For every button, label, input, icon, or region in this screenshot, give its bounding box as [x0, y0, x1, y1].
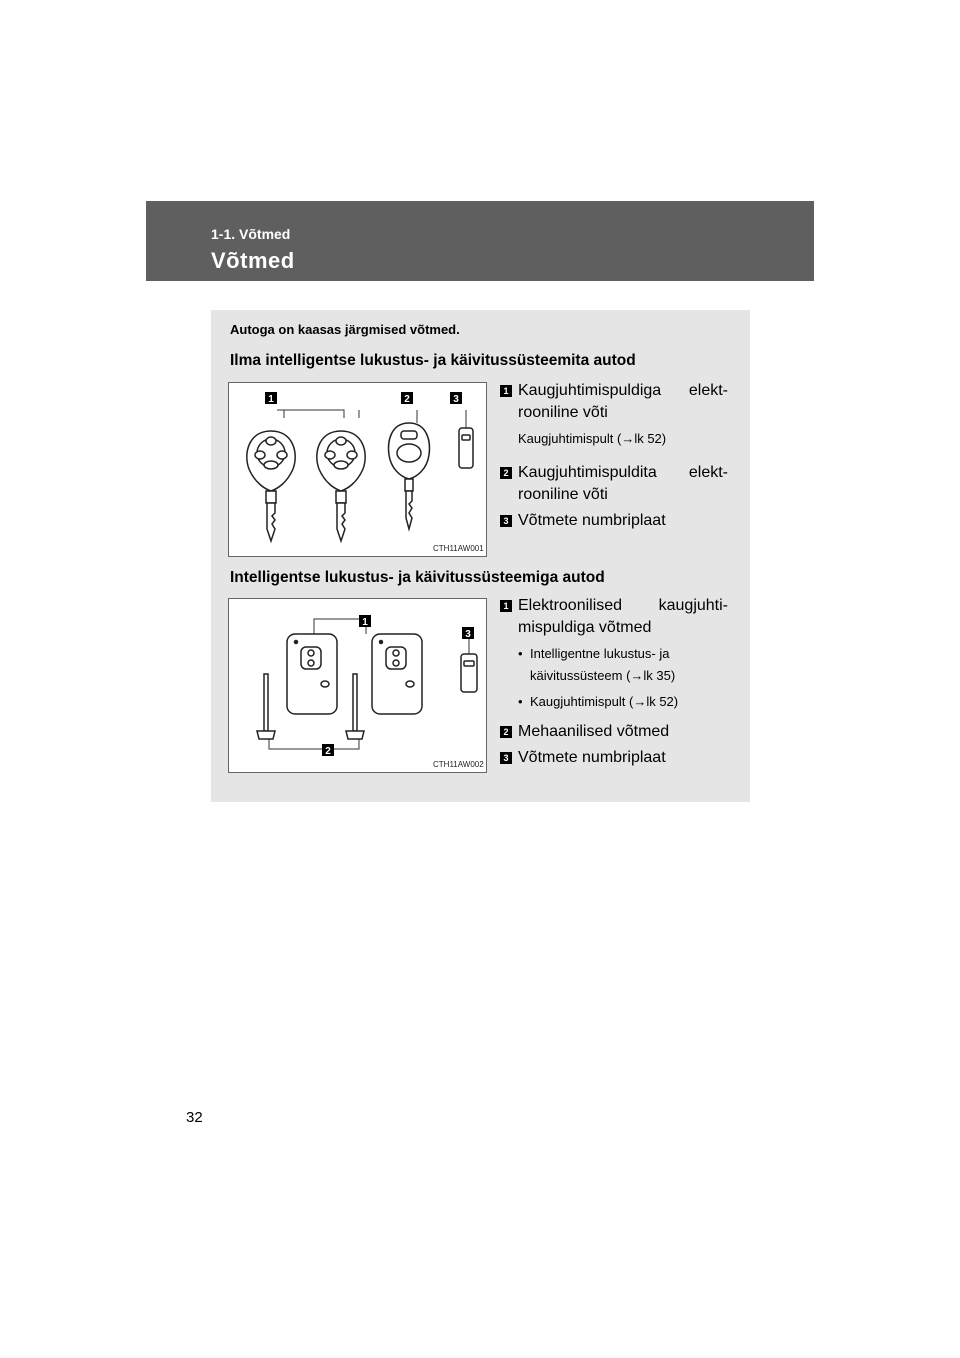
svg-text:3: 3 [453, 394, 459, 405]
key-number-plate-icon [459, 428, 473, 468]
svg-text:1: 1 [362, 617, 368, 628]
figure-code: CTH11AW001 [433, 544, 484, 553]
section-heading-1: Ilma intelligentse lukustus- ja käivitussüsteemita autod [230, 352, 636, 369]
item-number-icon: 2 [500, 726, 512, 738]
callout-1-icon [359, 615, 371, 628]
key-icon [389, 423, 430, 529]
bullet-item: • Intelligentne lukustus- ja käivitussüsteem (→lk 35) [518, 646, 676, 683]
callout-2-icon [401, 392, 413, 405]
callout-2-icon [322, 744, 334, 757]
item-number-icon: 3 [500, 752, 512, 764]
item-list-1 [500, 380, 728, 532]
figure-code: CTH11AW002 [433, 760, 484, 769]
item-number-icon: 1 [500, 385, 512, 397]
page-number: 32 [186, 1109, 203, 1126]
page-title: Võtmed [211, 248, 295, 273]
remote-key-icon [247, 431, 295, 541]
svg-text:3: 3 [465, 629, 471, 640]
list-item [500, 510, 728, 532]
svg-text:1: 1 [268, 394, 274, 405]
intro-text: Autoga on kaasas järgmised võtmed. [230, 322, 460, 337]
item-text: Kaugjuhtimispuldiga elekt-rooniline võti [518, 382, 728, 421]
smart-key-icon [372, 634, 422, 714]
list-item [500, 721, 728, 743]
section-label: 1-1. Võtmed [211, 226, 291, 242]
bullet-text: Intelligentne lukustus- ja käivitussüsteem (→lk 35) [530, 646, 676, 683]
section-header-bar [146, 201, 814, 281]
item-text: Elektroonilised kaugjuhti-mispuldiga võtmed [518, 597, 728, 636]
list-item [500, 747, 728, 769]
item-text: Võtmete numbriplaat [518, 749, 666, 766]
item-text: Võtmete numbriplaat [518, 512, 666, 529]
item-number-icon: 3 [500, 515, 512, 527]
item-number-icon: 1 [500, 600, 512, 612]
content-panel [211, 310, 750, 802]
keys-figure-2 [228, 598, 487, 773]
list-item [500, 380, 728, 424]
item-note: Kaugjuhtimispult (→lk 52) [518, 431, 667, 446]
callout-1-icon [265, 392, 277, 405]
keys-figure-1 [228, 382, 487, 557]
callout-3-icon [450, 392, 462, 405]
bullet-item: • Kaugjuhtimispult (→lk 52) [518, 694, 679, 709]
svg-text:2: 2 [404, 394, 410, 405]
item-list-2 [500, 595, 728, 769]
item-text: Kaugjuhtimispuldita elekt-rooniline võti [518, 464, 728, 503]
list-item [500, 462, 728, 506]
mechanical-key-icon [257, 674, 275, 739]
callout-3-icon [462, 627, 474, 640]
section-heading-2: Intelligentse lukustus- ja käivitussüsteemiga autod [230, 569, 605, 586]
item-text: Mehaanilised võtmed [518, 723, 670, 740]
bullet-text: Kaugjuhtimispult (→lk 52) [530, 694, 679, 709]
list-item [500, 595, 728, 639]
svg-text:2: 2 [325, 746, 331, 757]
item-number-icon: 2 [500, 467, 512, 479]
key-number-plate-icon [461, 654, 477, 692]
remote-key-icon [317, 431, 365, 541]
mechanical-key-icon [346, 674, 364, 739]
smart-key-icon [287, 634, 337, 714]
